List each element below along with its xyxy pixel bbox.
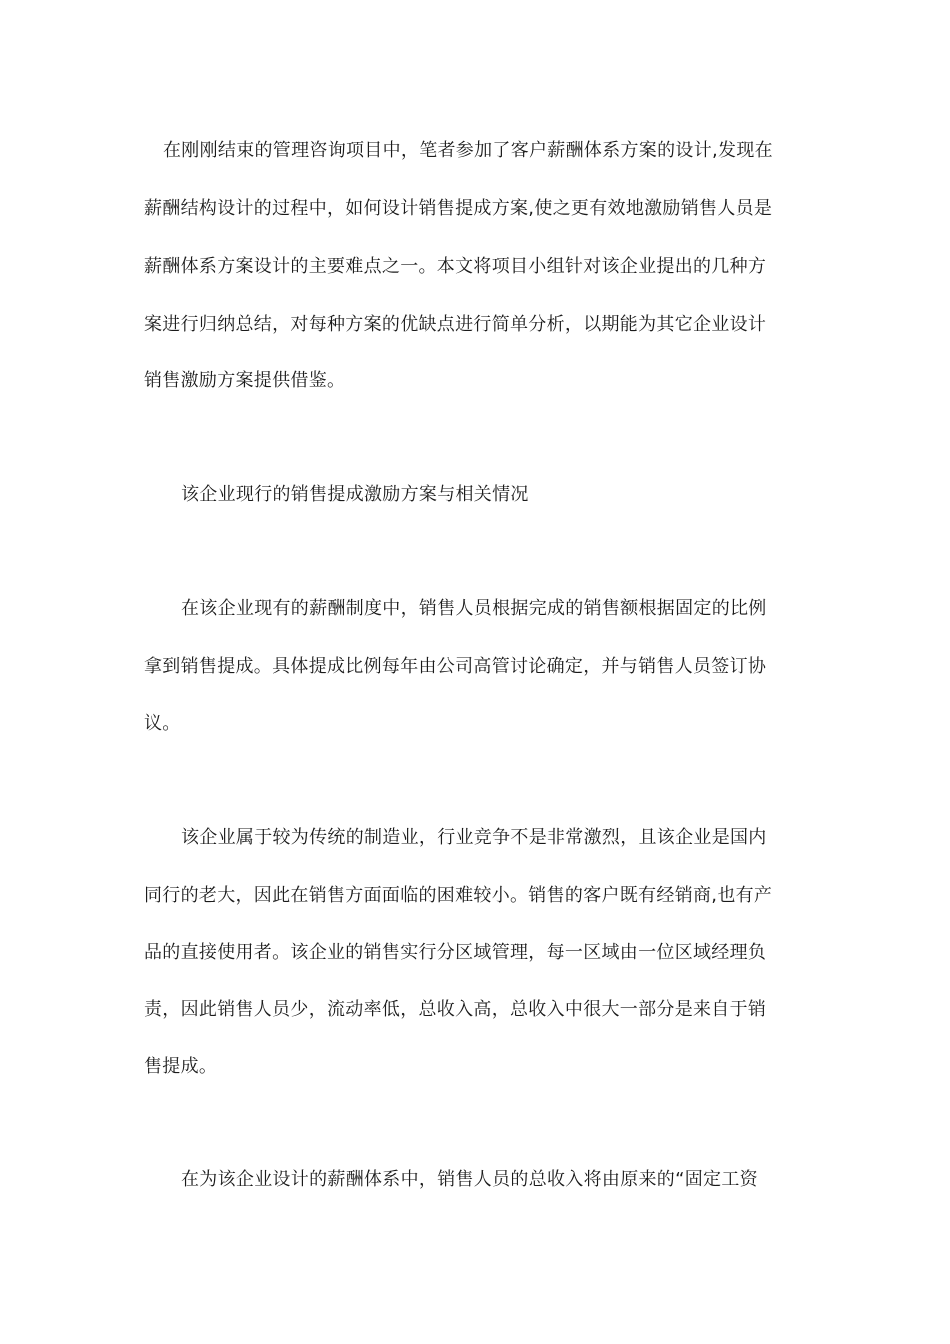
section-heading: 该企业现行的销售提成激励方案与相关情况 (181, 484, 529, 505)
paragraph-3-line-4: 责，因此销售人员少，流动率低，总收入高，总收入中很大一部分是来自于销 (144, 999, 767, 1020)
paragraph-1-line-5: 销售激励方案提供借鉴。 (144, 370, 346, 391)
paragraph-1-line-1: 在刚刚结束的管理咨询项目中，笔者参加了客户薪酬体系方案的设计,发现在 (163, 140, 773, 161)
paragraph-2-line-3: 议。 (144, 713, 181, 734)
paragraph-4-line-1: 在为该企业设计的薪酬体系中，销售人员的总收入将由原来的“固定工资 (181, 1169, 758, 1190)
paragraph-2-line-2: 拿到销售提成。具体提成比例每年由公司高管讨论确定，并与销售人员签订协 (144, 656, 767, 677)
paragraph-3-line-3: 品的直接使用者。该企业的销售实行分区域管理，每一区域由一位区域经理负 (144, 942, 767, 963)
paragraph-2-line-1: 在该企业现有的薪酬制度中，销售人员根据完成的销售额根据固定的比例 (181, 598, 767, 619)
paragraph-3-line-2: 同行的老大，因此在销售方面面临的困难较小。销售的客户既有经销商,也有产 (144, 885, 773, 906)
paragraph-1-line-3: 薪酬体系方案设计的主要难点之一。本文将项目小组针对该企业提出的几种方 (144, 256, 767, 277)
paragraph-1-line-2: 薪酬结构设计的过程中，如何设计销售提成方案,使之更有效地激励销售人员是 (144, 198, 773, 219)
paragraph-1-line-4: 案进行归纳总结，对每种方案的优缺点进行简单分析，以期能为其它企业设计 (144, 314, 767, 335)
paragraph-3-line-5: 售提成。 (144, 1056, 218, 1077)
paragraph-3-line-1: 该企业属于较为传统的制造业，行业竞争不是非常激烈，且该企业是国内 (181, 827, 767, 848)
